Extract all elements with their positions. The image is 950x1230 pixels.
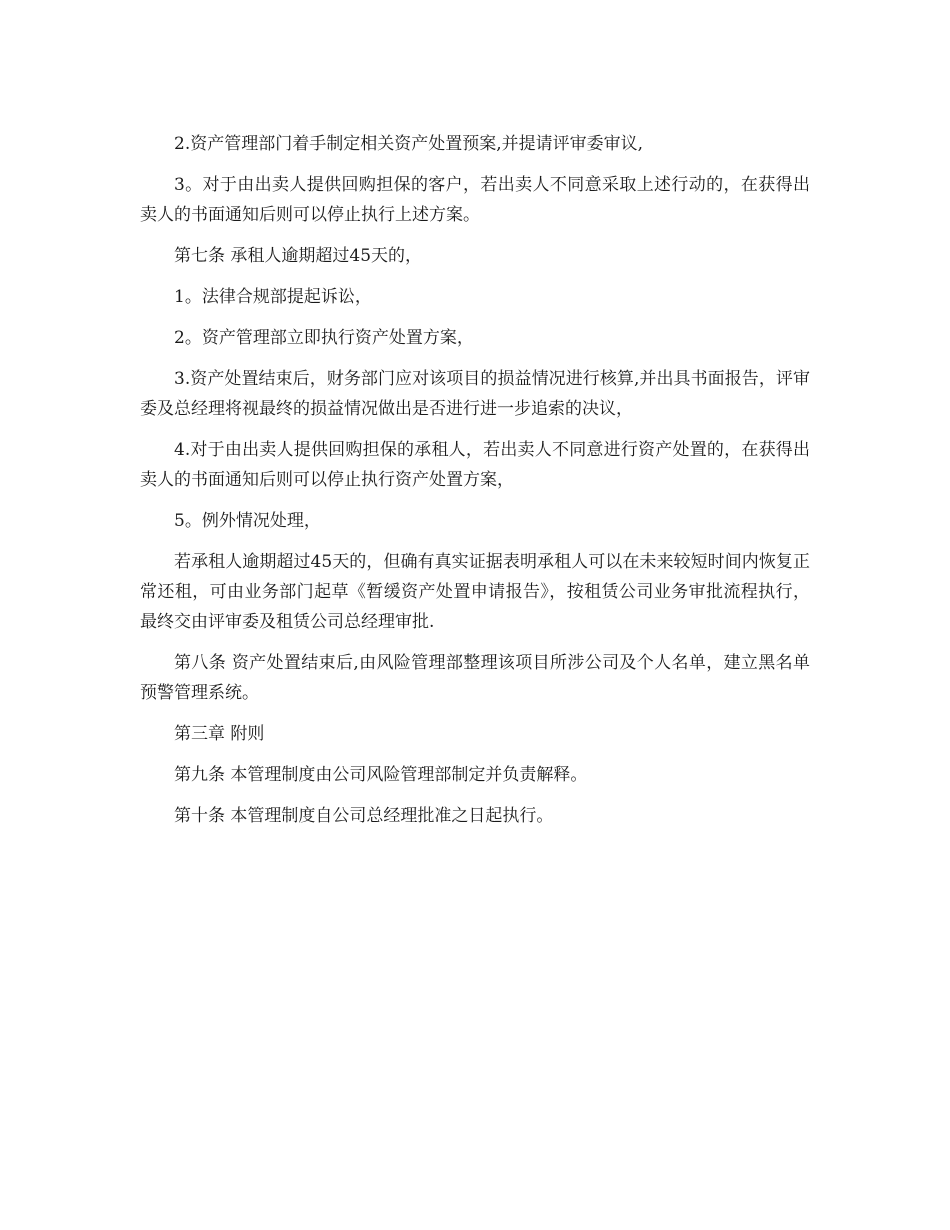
paragraph-exception-detail: 若承租人逾期超过45天的，但确有真实证据表明承租人可以在未来较短时间内恢复正常还租，可由业务部门起草《暂缓资产处置申请报告》，按租赁公司业务审批流程执行，最终交由评审委及租赁公司总经理审批.: [140, 552, 810, 632]
chapter-3-heading: 第三章 附则: [174, 724, 265, 744]
paragraph-buyback-guarantee: 3。对于由出卖人提供回购担保的客户，若出卖人不同意采取上述行动的，在获得出卖人的书面通知后则可以停止执行上述方案。: [140, 175, 810, 225]
document-body: [140, 129, 810, 842]
article-8: 第八条 资产处置结束后,由风险管理部整理该项目所涉公司及个人名单，建立黑名单预警管理系统。: [140, 653, 810, 703]
article-9: 第九条 本管理制度由公司风险管理部制定并负责解释。: [174, 765, 588, 785]
paragraph-accounting-report: 3.资产处置结束后，财务部门应对该项目的损益情况进行核算,并出具书面报告，评审委及总经理将视最终的损益情况做出是否进行进一步追索的决议，: [140, 369, 810, 419]
paragraph-litigation: 1。法律合规部提起诉讼，: [174, 287, 372, 307]
article-10: 第十条 本管理制度自公司总经理批准之日起执行。: [174, 806, 554, 826]
paragraph-lessee-buyback: 4.对于由出卖人提供回购担保的承租人，若出卖人不同意进行资产处置的，在获得出卖人的书面通知后则可以停止执行资产处置方案，: [140, 440, 810, 490]
article-7-heading: 第七条 承租人逾期超过45天的，: [174, 246, 423, 266]
paragraph-execute-disposal: 2。资产管理部立即执行资产处置方案，: [174, 328, 474, 348]
paragraph-asset-plan: 2.资产管理部门着手制定相关资产处置预案,并提请评审委审议,: [174, 134, 644, 154]
paragraph-exceptions-heading: 5。例外情况处理，: [174, 511, 321, 531]
